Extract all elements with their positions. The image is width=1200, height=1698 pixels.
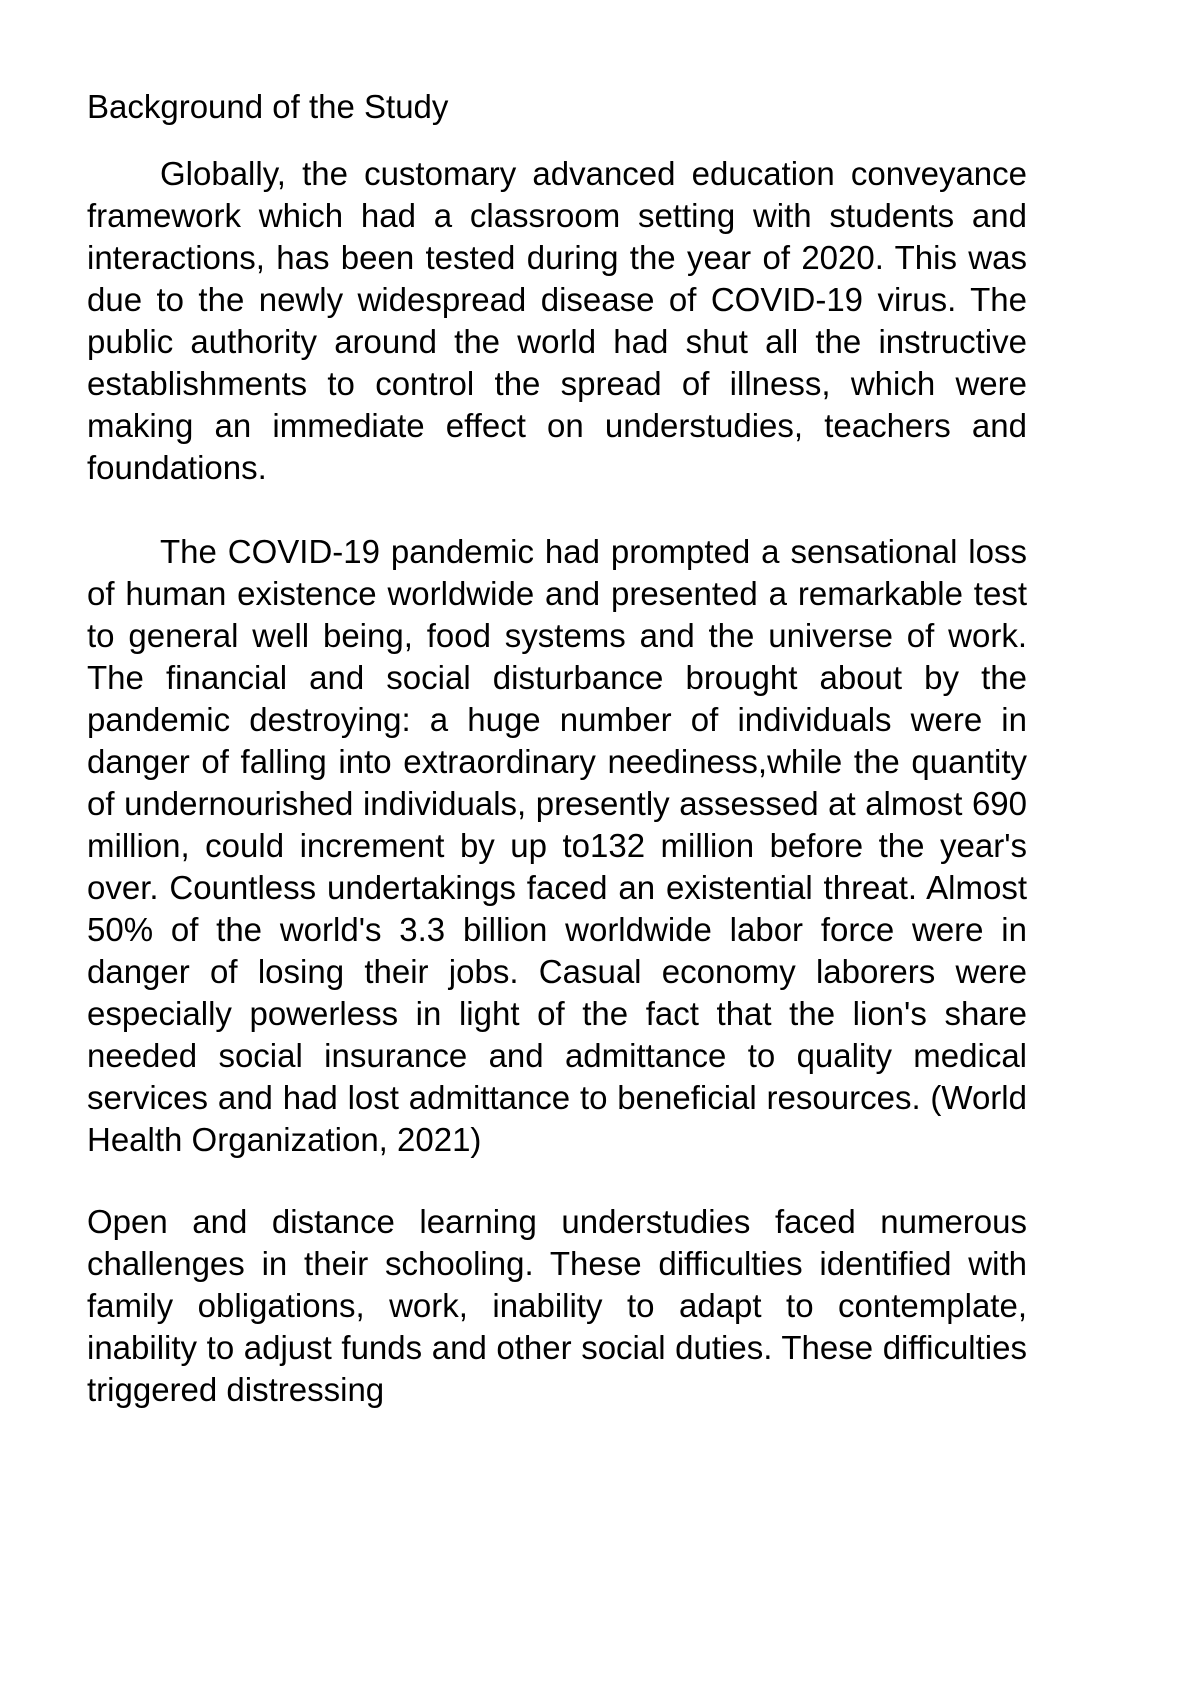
paragraph-distance-learning: Open and distance learning understudies faced numerous challenges in their schooling. These difficulties identified with family obligations, work, inability to adapt to contemplate, inability to adjust funds and other social duties. These difficulties triggered distressing — [87, 1203, 1027, 1408]
paragraph-covid-education: Globally, the customary advanced education conveyance framework which had a classroom setting with students and interactions, has been tested during the year of 2020. This was due to the newly widespread disease of COVID-19 virus. The public authority around the world had shut all the instructive establishments to control the spread of illness, which were making an immediate effect on understudies, teachers and foundations. — [87, 155, 1027, 486]
document-title: Background of the Study — [87, 88, 449, 125]
paragraph-pandemic-impact: The COVID-19 pandemic had prompted a sensational loss of human existence worldwide and presented a remarkable test to general well being, food systems and the universe of work. The financial and social disturbance brought about by the pandemic destroying: a huge number of individuals were in danger of falling into extraordinary neediness,while the quantity of undernourished individuals, presently assessed at almost 690 million, could increment by up to132 million before the year's over. Countless undertakings faced an existential threat. Almost 50% of the world's 3.3 billion worldwide labor force were in danger of losing their jobs. Casual economy laborers were especially powerless in light of the fact that the lion's share needed social insurance and admittance to quality medical services and had lost admittance to beneficial resources. (World Health Organization, 2021) — [87, 533, 1027, 1158]
document-body — [87, 86, 1027, 1411]
